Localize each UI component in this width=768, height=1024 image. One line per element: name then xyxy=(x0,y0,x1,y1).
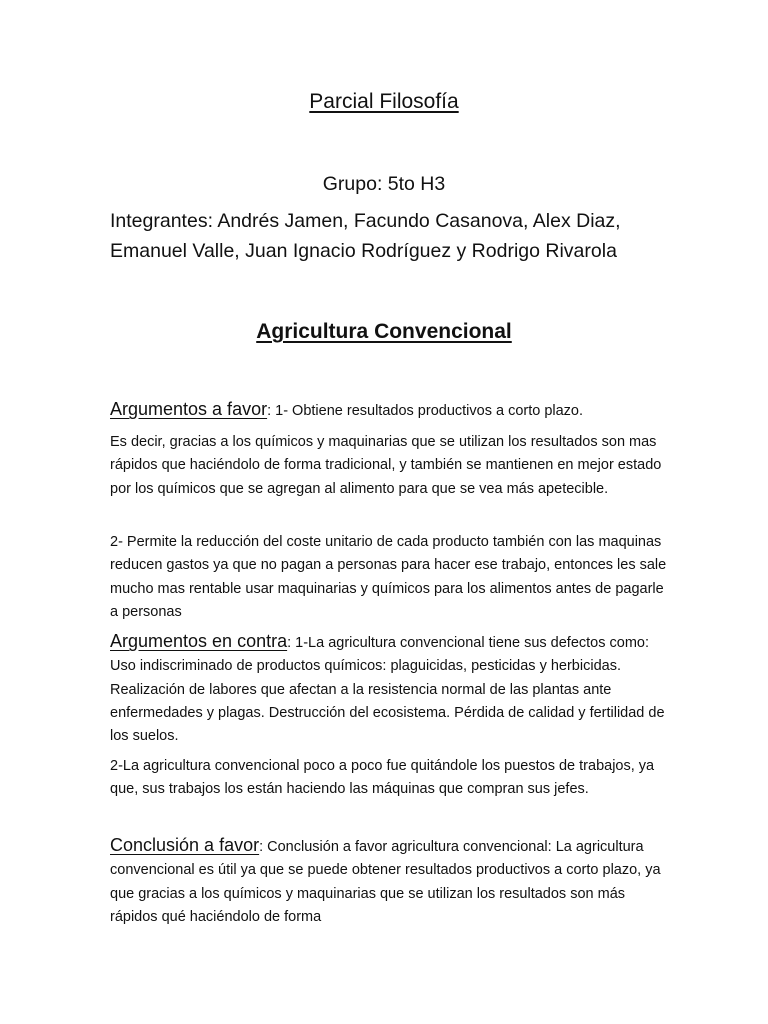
members-line: Integrantes: Andrés Jamen, Facundo Casanova, Alex Diaz, Emanuel Valle, Juan Ignacio Rodríguez y Rodrigo Rivarola xyxy=(110,210,621,262)
document-title xyxy=(0,88,768,116)
conclusion-lead: : Conclusión a favor agricultura convencional: La agricultura convencional es útil ya que se puede obtener resultados productivos a corto plazo, ya que gracias a los químicos y maquinarias que se utilizan los resultados son más rápidos qué haciéndolo de forma xyxy=(110,839,661,925)
arguments-against-lead: : 1-La agricultura convencional tiene sus defectos como: Uso indiscriminado de productos químicos: plaguicidas, pesticidas y herbicidas. Realización de labores que afectan a la resistencia normal de las plantas ante enfermedades y plagas. Destrucción del ecosistema. Pérdida de calidad y fertilidad de los suelos. xyxy=(110,635,665,745)
arguments-for-paragraph-2: 2- Permite la reducción del coste unitario de cada producto también con las maquinas reducen gastos ya que no pagan a personas para hacer ese trabajo, entonces les sale mucho mas rentable usar maquinarias y químicos para los alimentos antes de pagarle a personas xyxy=(110,534,667,620)
arguments-for-intro xyxy=(110,398,670,423)
section-heading-text: Agricultura Convencional xyxy=(256,320,512,343)
arguments-against-label: Argumentos en contra xyxy=(110,631,288,651)
arguments-against-paragraph-2: 2-La agricultura convencional poco a poco fue quitándole los puestos de trabajos, ya que, sus trabajos los están haciendo las máquinas que compran sus jefes. xyxy=(110,758,655,798)
section-heading xyxy=(0,318,768,346)
document-title-text: Parcial Filosofía xyxy=(309,90,459,113)
arguments-for-label: Argumentos a favor xyxy=(110,399,268,419)
conclusion-label: Conclusión a favor xyxy=(110,835,260,855)
arguments-against-intro xyxy=(110,630,670,748)
arguments-for-lead: : 1- Obtiene resultados productivos a corto plazo. xyxy=(267,403,584,419)
group-line: Grupo: 5to H3 xyxy=(322,173,446,195)
arguments-for-paragraph-1: Es decir, gracias a los químicos y maquinarias que se utilizan los resultados son mas rápidos que haciéndolo de forma tradicional, y también se mantienen en mejor estado por los químicos que se agregan al alimento para que se vea más apetecible. xyxy=(110,434,662,497)
conclusion-paragraph xyxy=(110,834,670,929)
